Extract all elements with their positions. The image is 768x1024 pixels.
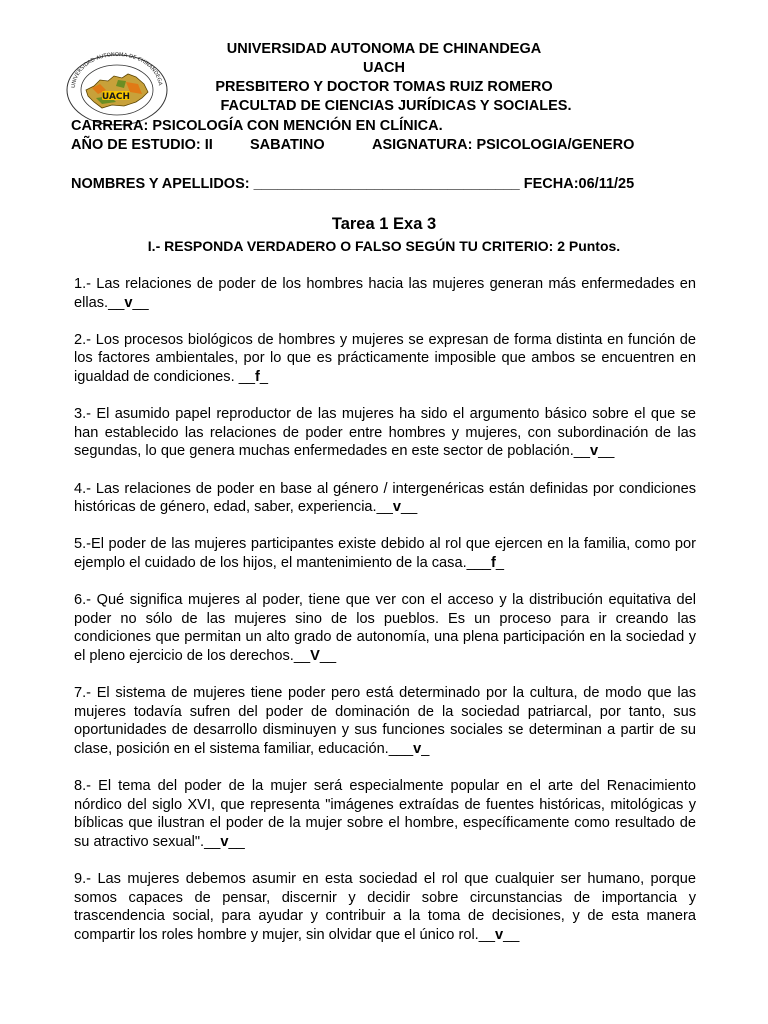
question-text: 9.- Las mujeres debemos asumir en esta sociedad el rol que cualquier ser humano, porque somos capaces de pensar, discernir y decidir sobre circunstancias de importancia y trascendencia social, para ayudar y contribuir a la toma de decisiones, y de esta manera compartir los roles hombre y mujer, sin olvidar que el único rol. xyxy=(74,871,696,943)
question-text: 7.- El sistema de mujeres tiene poder pero está determinado por la cultura, de modo que las mujeres todavía sufren del poder de dominación de la sociedad patriarcal, por tanto, sus oportunidades de desarrollo disminuyen y sus funciones sociales se determinan a partir de su clase, posición en el sistema familiar, educación. xyxy=(74,685,696,757)
answer-blank-pre: __ xyxy=(376,499,393,516)
subject-line: ASIGNATURA: PSICOLOGIA/GENERO xyxy=(372,137,635,153)
question-item xyxy=(74,275,696,312)
task-title: Tarea 1 Exa 3 xyxy=(331,215,437,233)
svg-text:UNIVERSIDAD AUTONOMA DE CHINAN: UNIVERSIDAD AUTONOMA DE CHINANDEGA xyxy=(70,51,163,89)
answer-blank-post: __ xyxy=(503,926,520,943)
university-acronym: UACH xyxy=(363,60,405,76)
schedule-modality: SABATINO xyxy=(250,137,325,153)
question-text: 5.-El poder de las mujeres participantes existe debido al rol que ejercen en la familia, como por ejemplo el cuidado de los hijos, el mantenimiento de la casa. xyxy=(74,536,696,571)
question-item xyxy=(74,535,696,572)
answer-mark: v xyxy=(392,499,401,516)
question-text: 1.- Las relaciones de poder de los hombres hacia las mujeres generan más enfermedades en ellas. xyxy=(74,276,696,311)
answer-blank-pre: ___ xyxy=(388,740,414,757)
answer-blank-pre: __ xyxy=(108,294,125,311)
question-text: 2.- Los procesos biológicos de hombres y mujeres se expresan de forma distinta en función de los factores ambientales, por lo que es prácticamente imposible que ambos se encuentren en igualdad de condiciones. xyxy=(74,331,696,385)
logo-acronym: UACH xyxy=(101,92,131,102)
answer-blank-post: __ xyxy=(228,833,245,850)
answer-mark: v xyxy=(494,926,504,943)
answer-blank-pre: __ xyxy=(238,368,255,385)
career-line: CARRERA: PSICOLOGÍA CON MENCIÓN EN CLÍNICA. xyxy=(71,118,443,134)
question-item xyxy=(74,777,696,851)
question-text: 6.- Qué significa mujeres al poder, tiene que ver con el acceso y la distribución equitativa del poder no sólo de las mujeres sino de los pueblos. Es un proceso para ir creando las condiciones que permitan un alto grado de autonomía, una plena participación en la sociedad y el pleno ejercicio de los derechos. xyxy=(74,592,696,664)
answer-blank-pre: ___ xyxy=(466,554,492,571)
question-item xyxy=(74,591,696,665)
answer-mark: v xyxy=(124,294,133,311)
question-text: 8.- El tema del poder de la mujer será especialmente popular en el arte del Renacimiento nórdico del siglo XVI, que representa "imágenes extraídas de fuentes históricas, mitológicas y bíblicas que ilustran el poder de la mujer sobre el hombre, específicamente como resultado de su atractivo sexual". xyxy=(74,778,696,850)
answer-blank-post: __ xyxy=(319,647,337,664)
study-year: AÑO DE ESTUDIO: II xyxy=(71,137,213,153)
answer-blank-post: _ xyxy=(495,554,505,571)
answer-blank-pre: __ xyxy=(478,926,495,943)
answer-mark: v xyxy=(413,740,422,757)
answer-mark: v xyxy=(590,443,599,460)
question-item xyxy=(74,684,696,758)
question-list xyxy=(74,275,696,963)
faculty-name: FACULTAD DE CIENCIAS JURÍDICAS Y SOCIALES. xyxy=(220,98,572,114)
answer-mark: v xyxy=(220,833,229,850)
answer-mark: V xyxy=(310,647,320,664)
answer-blank-post: __ xyxy=(132,294,149,311)
answer-blank-pre: __ xyxy=(573,443,590,460)
answer-mark: f xyxy=(254,368,260,385)
answer-blank-post: __ xyxy=(598,443,615,460)
name-date-line: NOMBRES Y APELLIDOS: _________________________________ FECHA:06/11/25 xyxy=(71,176,635,192)
answer-mark: f xyxy=(491,554,496,571)
question-item xyxy=(74,331,696,387)
campus-name: PRESBITERO Y DOCTOR TOMAS RUIZ ROMERO xyxy=(215,79,553,95)
answer-blank-post: _ xyxy=(259,368,268,385)
answer-blank-post: __ xyxy=(400,499,418,516)
instructions: I.- RESPONDA VERDADERO O FALSO SEGÚN TU CRITERIO: 2 Puntos. xyxy=(147,238,621,254)
question-item xyxy=(74,405,696,461)
question-item xyxy=(74,480,696,517)
question-text: 4.- Las relaciones de poder en base al género / intergenéricas están definidas por condiciones históricas de género, edad, saber, experiencia. xyxy=(74,480,696,516)
question-text: 3.- El asumido papel reproductor de las mujeres ha sido el argumento básico sobre el que se han establecido las relaciones de poder entre hombres y mujeres, con subordinación de las segundas, lo que genera muchas enfermedades en este sector de población. xyxy=(74,406,696,460)
answer-blank-pre: __ xyxy=(204,833,221,850)
answer-blank-pre: __ xyxy=(293,647,311,664)
answer-blank-post: _ xyxy=(421,740,430,757)
university-name: UNIVERSIDAD AUTONOMA DE CHINANDEGA xyxy=(226,41,542,57)
question-item xyxy=(74,870,696,944)
